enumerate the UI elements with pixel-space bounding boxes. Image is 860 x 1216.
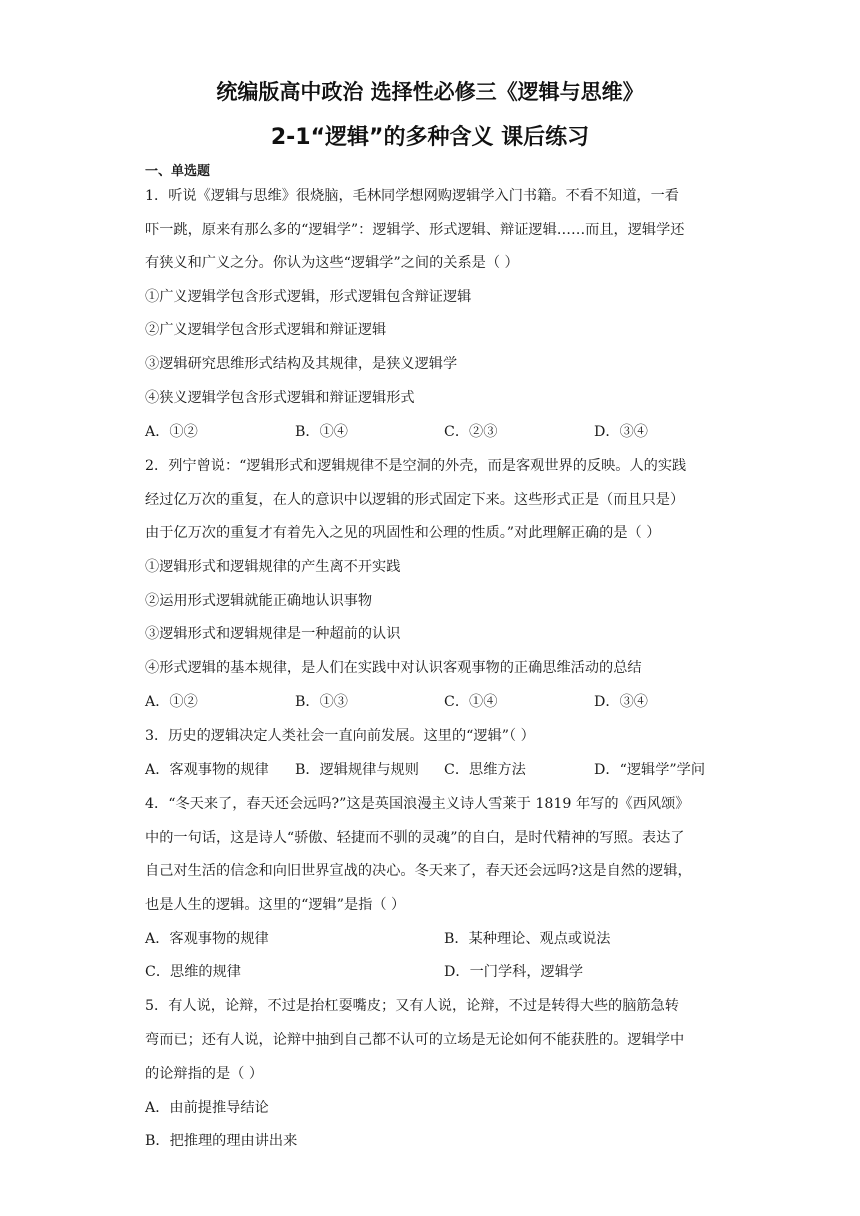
q5-option-b: B．把推理的理由讲出来 — [145, 1133, 298, 1149]
q4-option-b: B．某种理论、观点或说法 — [444, 931, 611, 947]
q3-option-a: A．客观事物的规律 — [145, 762, 269, 778]
q3-option-b: B．逻辑规律与规则 — [295, 762, 419, 778]
q1-statement-4: ④狭义逻辑学包含形式逻辑和辩证逻辑形式 — [145, 390, 415, 406]
section-heading: 一、单选题 — [145, 164, 211, 179]
document-title: 统编版高中政治 选择性必修三《逻辑与思维》 — [216, 80, 644, 104]
document-subtitle: 2-1“逻辑”的多种含义 课后练习 — [270, 125, 590, 150]
q1-statement-1: ①广义逻辑学包含形式逻辑，形式逻辑包含辩证逻辑 — [145, 289, 472, 305]
q5-line-2: 弯而已；还有人说，论辩中抽到自己都不认可的立场是无论如何不能获胜的。逻辑学中 — [145, 1032, 685, 1048]
q1-option-a: A．①② — [145, 424, 198, 440]
q4-line-2: 中的一句话，这是诗人“骄傲、轻捷而不驯的灵魂”的自白，是时代精神的写照。表达了 — [145, 830, 685, 846]
q2-option-a: A．①② — [145, 694, 198, 710]
q5-line-3: 的论辩指的是（ ） — [145, 1066, 264, 1082]
q2-statement-3: ③逻辑形式和逻辑规律是一种超前的认识 — [145, 626, 401, 642]
q2-option-c: C．①④ — [444, 694, 498, 710]
q2-statement-4: ④形式逻辑的基本规律，是人们在实践中对认识客观事物的正确思维活动的总结 — [145, 660, 642, 676]
q2-option-b: B．①③ — [295, 694, 348, 710]
q1-line-3: 有狭义和广义之分。你认为这些“逻辑学”之间的关系是（ ） — [145, 255, 519, 271]
q4-line-1: 4．“冬天来了，春天还会远吗?”这是英国浪漫主义诗人雪莱于 1819 年写的《西风颂》 — [145, 796, 690, 812]
q1-option-c: C．②③ — [444, 424, 498, 440]
q5-option-a: A．由前提推导结论 — [145, 1100, 269, 1116]
q4-line-4: 也是人生的逻辑。这里的“逻辑”是指（ ） — [145, 897, 406, 913]
q1-statement-3: ③逻辑研究思维形式结构及其规律，是狭义逻辑学 — [145, 356, 458, 372]
q2-option-d: D．③④ — [594, 694, 648, 710]
q3-option-c: C．思维方法 — [444, 762, 526, 778]
q2-statement-2: ②运用形式逻辑就能正确地认识事物 — [145, 593, 373, 609]
q3-option-d: D．“逻辑学”学问 — [594, 762, 706, 778]
q2-statement-1: ①逻辑形式和逻辑规律的产生离不开实践 — [145, 559, 401, 575]
q4-option-c: C．思维的规律 — [145, 964, 241, 980]
q4-option-d: D．一门学科，逻辑学 — [444, 964, 584, 980]
q5-line-1: 5．有人说，论辩，不过是抬杠耍嘴皮；又有人说，论辩，不过是转得大些的脑筋急转 — [145, 998, 679, 1014]
q1-line-1: 1．听说《逻辑与思维》很烧脑，毛林同学想网购逻辑学入门书籍。不看不知道，一看 — [145, 188, 679, 204]
q1-statement-2: ②广义逻辑学包含形式逻辑和辩证逻辑 — [145, 322, 387, 338]
q3-line-1: 3．历史的逻辑决定人类社会一直向前发展。这里的“逻辑”（ ） — [145, 728, 535, 744]
q1-option-b: B．①④ — [295, 424, 348, 440]
q2-line-2: 经过亿万次的重复，在人的意识中以逻辑的形式固定下来。这些形式正是（而且只是） — [145, 492, 685, 508]
q4-option-a: A．客观事物的规律 — [145, 931, 269, 947]
q2-line-3: 由于亿万次的重复才有着先入之见的巩固性和公理的性质。”对此理解正确的是（ ） — [145, 525, 661, 541]
q1-option-d: D．③④ — [594, 424, 648, 440]
q2-line-1: 2．列宁曾说：“逻辑形式和逻辑规律不是空洞的外壳，而是客观世界的反映。人的实践 — [145, 458, 687, 474]
q1-line-2: 吓一跳，原来有那么多的“逻辑学”：逻辑学、形式逻辑、辩证逻辑……而且，逻辑学还 — [145, 222, 685, 238]
q4-line-3: 自己对生活的信念和向旧世界宣战的决心。冬天来了，春天还会远吗?这是自然的逻辑， — [145, 863, 692, 879]
